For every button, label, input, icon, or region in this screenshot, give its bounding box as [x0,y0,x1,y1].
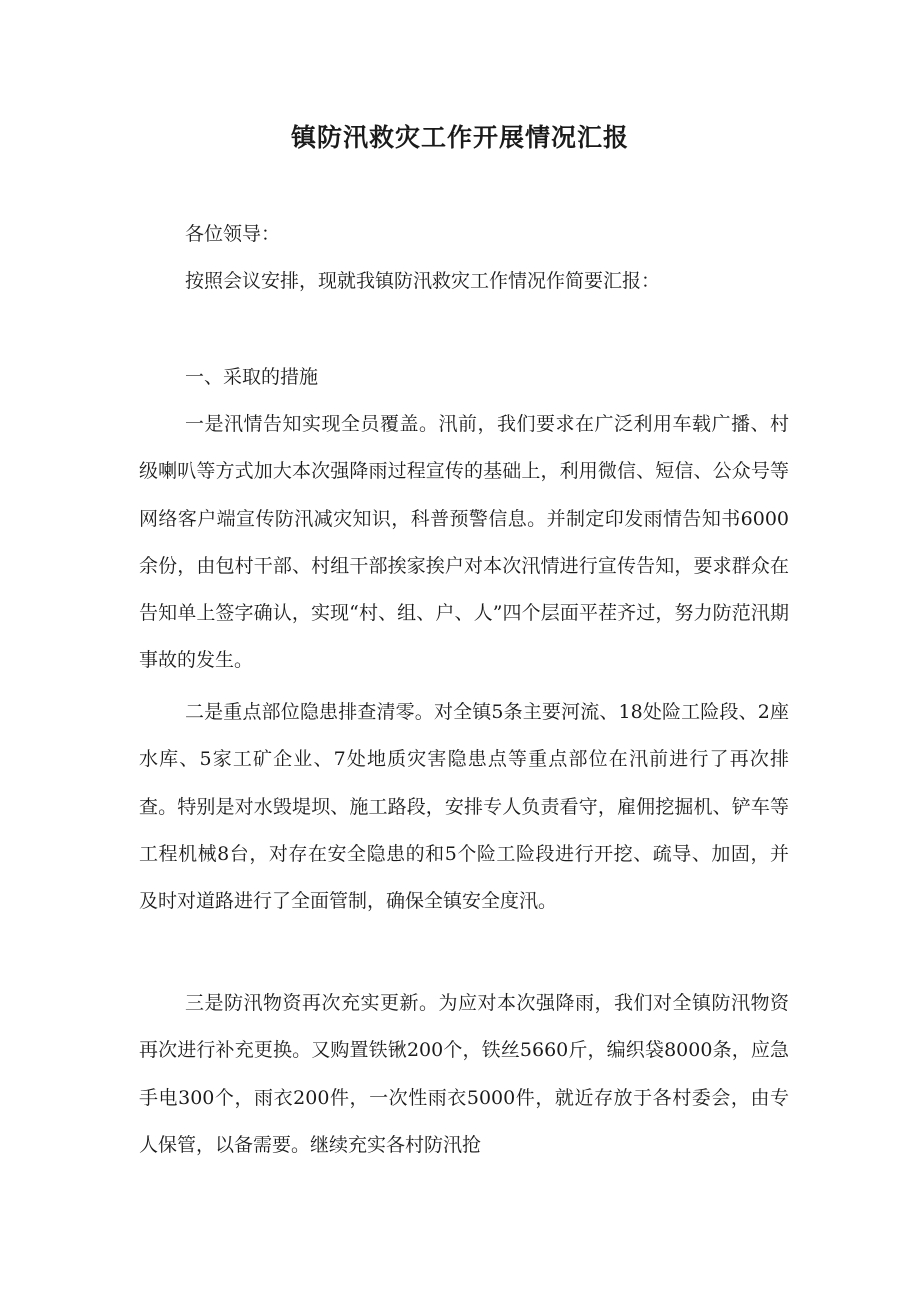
section-heading: 一、采取的措施 [185,366,319,388]
body-paragraph: 三是防汛物资再次充实更新。为应对本次强降雨，我们对全镇防汛物资再次进行补充更换。又购置铁锹200个，铁丝5660斤，编织袋8000条，应急手电300个，雨衣200件，一次性雨衣5000件，就近存放于各村委会，由专人保管，以备需要。继续充实各村防汛抢 [139,992,789,1156]
body-paragraph: 二是重点部位隐患排查清零。对全镇5条主要河流、18处险工险段、2座水库、5家工矿企业、7处地质灾害隐患点等重点部位在汛前进行了再次排查。特别是对水毁堤坝、施工路段，安排专人负责看守，雇佣挖掘机、铲车等工程机械8台，对存在安全隐患的和5个险工险段进行开挖、疏导、加固，并及时对道路进行了全面管制，确保全镇安全度汛。 [139,701,789,913]
intro-paragraph: 按照会议安排，现就我镇防汛救灾工作情况作简要汇报： [185,270,661,292]
greeting-line: 各位领导： [185,223,281,245]
document-title: 镇防汛救灾工作开展情况汇报 [290,123,629,152]
body-paragraph: 一是汛情告知实现全员覆盖。汛前，我们要求在广泛利用车载广播、村级喇叭等方式加大本次强降雨过程宣传的基础上，利用微信、短信、公众号等网络客户端宣传防汛减灾知识，科普预警信息。并制定印发雨情告知书6000余份，由包村干部、村组干部挨家挨户对本次汛情进行宣传告知，要求群众在告知单上签字确认，实现“村、组、户、人”四个层面平茬齐过，努力防范汛期事故的发生。 [139,413,789,672]
